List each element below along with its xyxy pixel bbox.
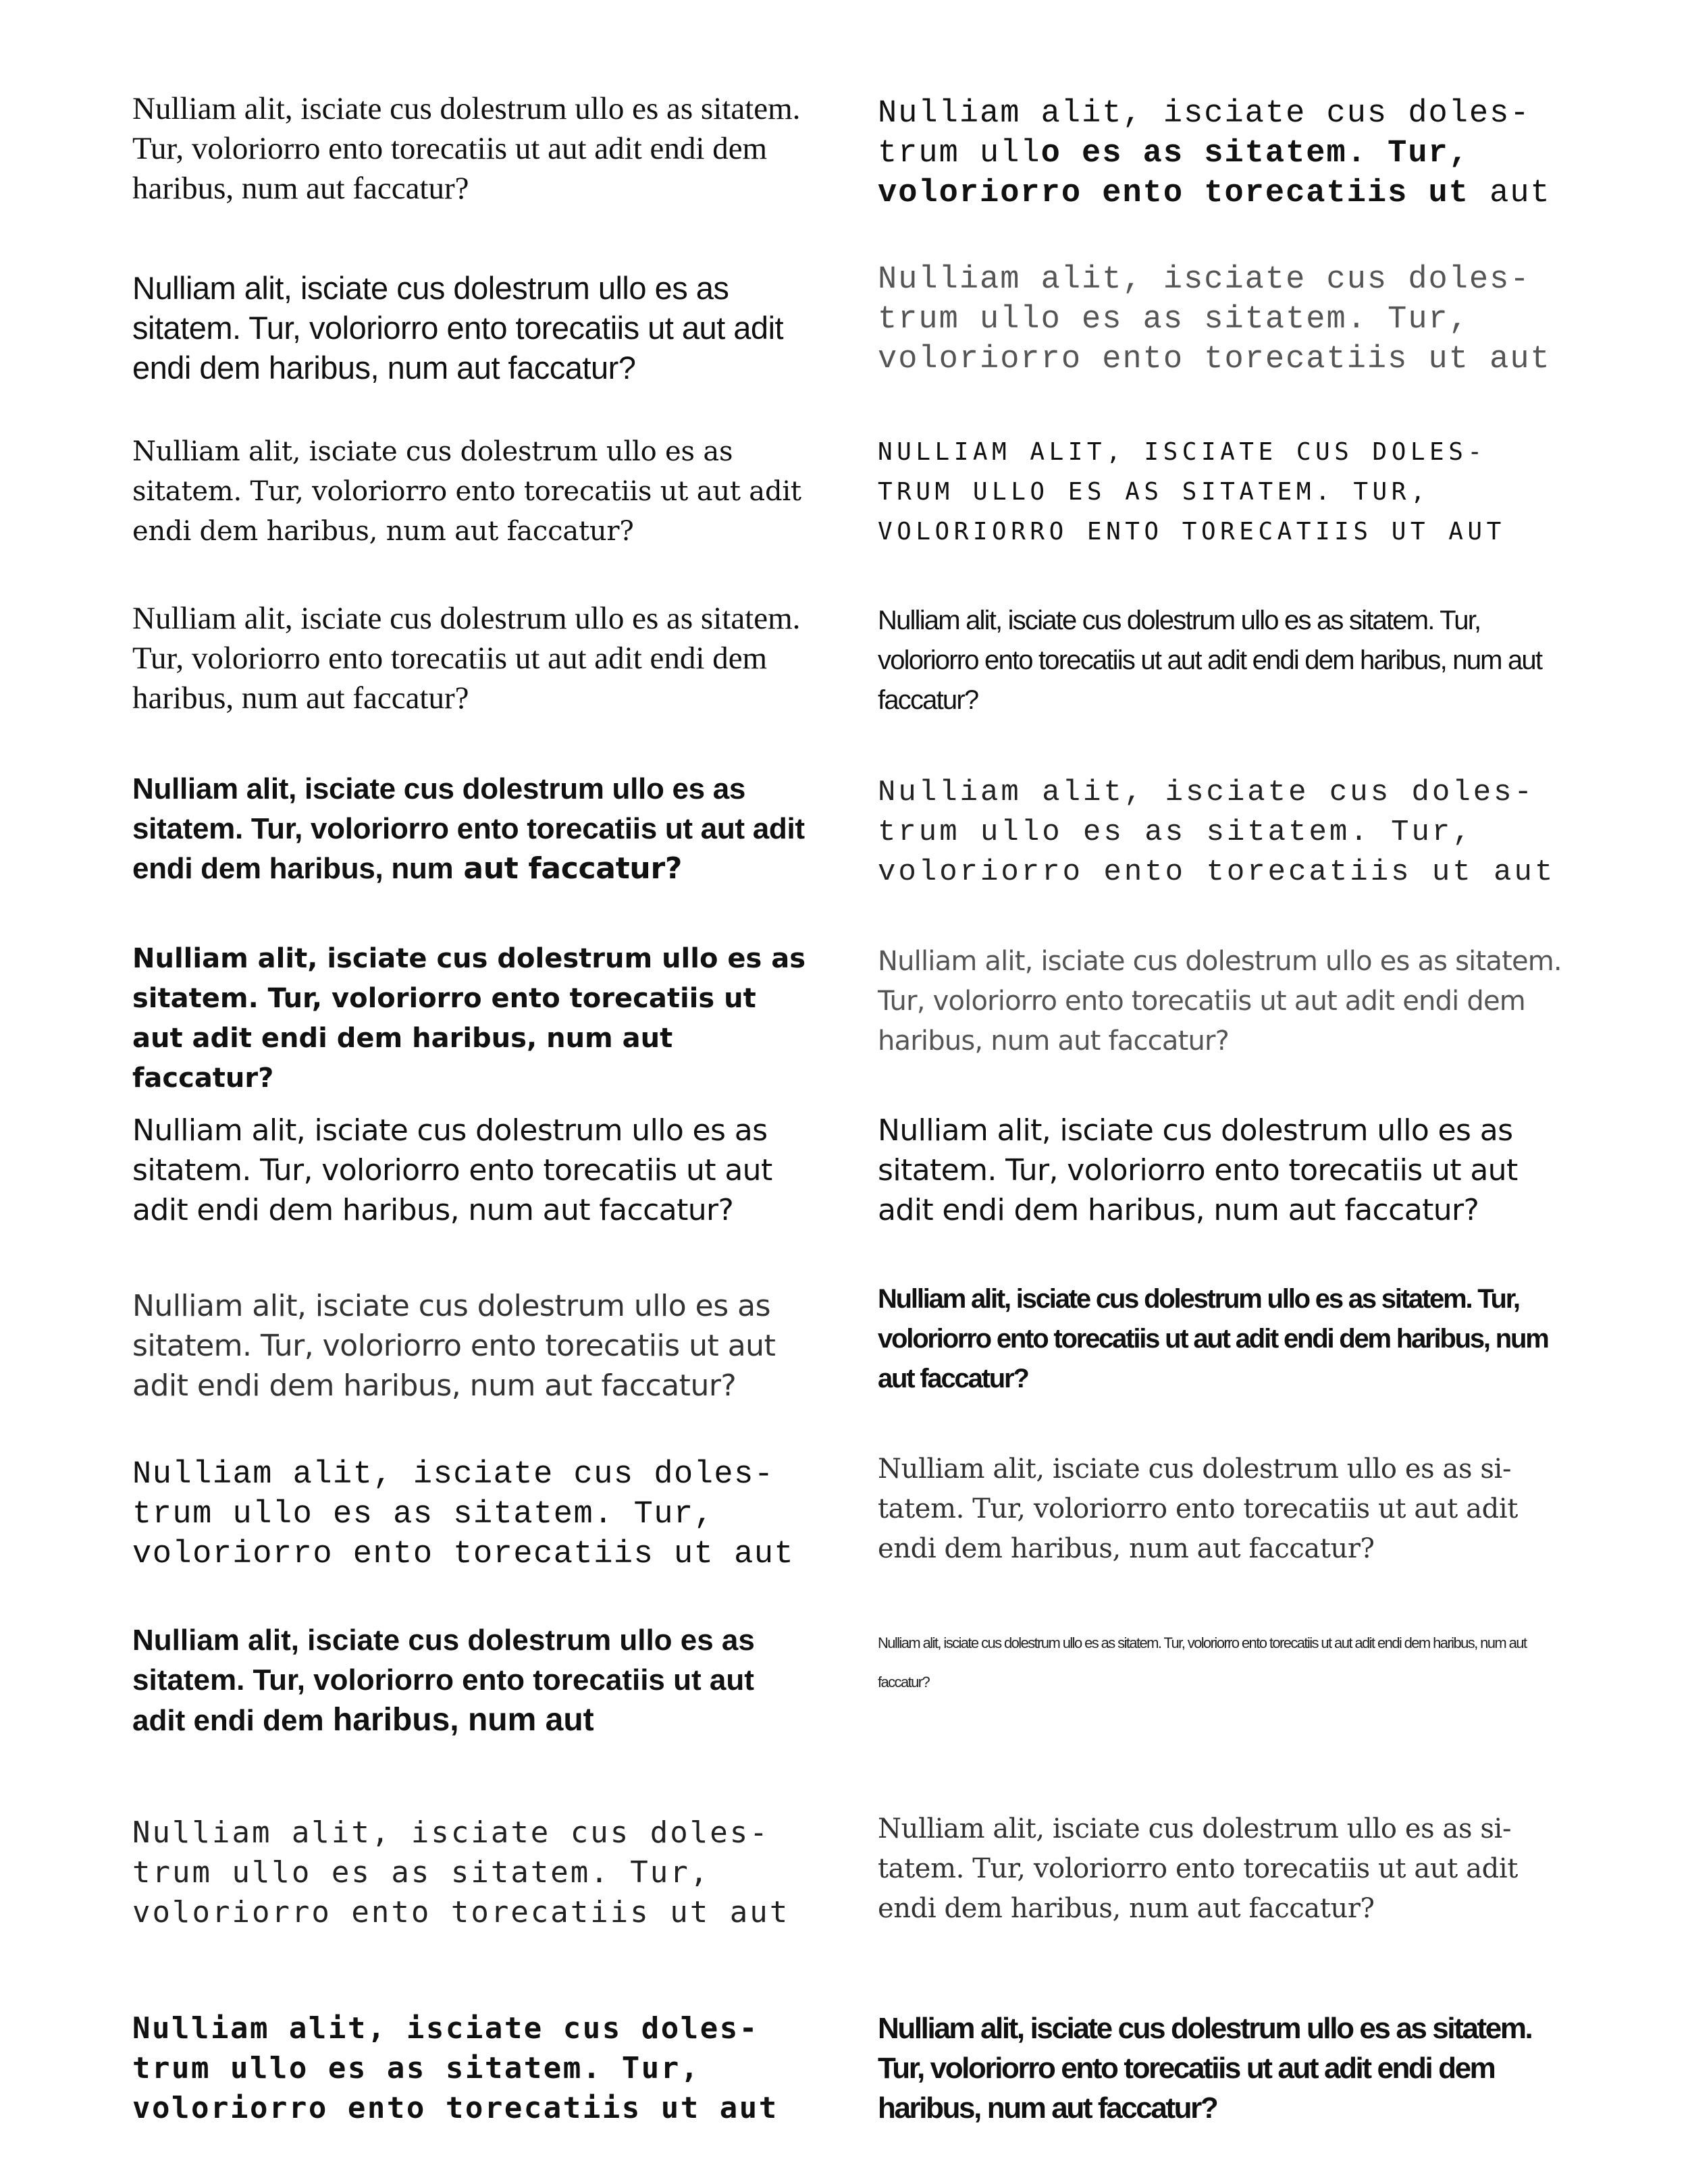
sample-text-bold: aut faccatur? xyxy=(453,851,683,886)
sample-text-bold: o es as sitatem. Tur, voloriorro ento torecatiis ut xyxy=(878,136,1469,211)
sample-text: Nulliam alit, isciate cus dolestrum ullo es as sitatem. Tur, voloriorro ento torecatiis ut aut adit endi dem haribus, num aut faccatur? xyxy=(132,601,801,716)
sample-text: Nulliam alit, isciate cus doles- trum ullo es as sitatem. Tur, voloriorro ento torecatiis ut aut xyxy=(132,2011,779,2125)
sample-text: Nulliam alit, isciate cus dolestrum ullo es as sitatem. Tur, voloriorro ento torecatiis ut aut adit endi dem haribus, num xyxy=(132,772,805,885)
sample-text: Nulliam alit, isciate cus doles- trum ullo es as sitatem. Tur, voloriorro ento torecatiis ut aut xyxy=(878,776,1556,889)
sample-text: Nulliam alit, isciate cus doles- trum ull xyxy=(878,96,1531,171)
sample-right-4 xyxy=(878,601,1566,720)
sample-text: Nulliam alit, isciate cus dolestrum ullo es as sitatem. Tur, voloriorro ento torecatiis ut aut adit endi dem haribus, num aut faccatur? xyxy=(878,2012,1532,2125)
sample-left-7 xyxy=(132,1111,814,1230)
sample-right-2 xyxy=(878,260,1566,379)
sample-text-tail: aut xyxy=(1469,176,1551,211)
sample-left-3 xyxy=(132,432,814,552)
sample-text: NULLIAM ALIT, ISCIATE CUS DOLES- TRUM ULLO ES AS SITATEM. TUR, VOLORIORRO ENTO TORECATIIS UT AUT xyxy=(878,438,1506,545)
sample-right-5 xyxy=(878,773,1566,893)
sample-text: Nulliam alit, isciate cus dolestrum ullo es as sitatem. Tur, voloriorro ento torecatiis ut aut adit endi dem haribus, num aut faccatur? xyxy=(878,1634,1527,1690)
sample-text: Nulliam alit, isciate cus dolestrum ullo es as sitatem. Tur, voloriorro ento torecatiis ut aut adit endi dem haribus, num aut faccatur? xyxy=(878,606,1542,715)
sample-right-1 xyxy=(878,94,1566,213)
sample-text-large: haribus, num aut xyxy=(323,1702,594,1738)
sample-left-5 xyxy=(132,769,814,888)
sample-right-3 xyxy=(878,432,1566,552)
sample-right-11 xyxy=(878,1809,1566,1929)
sample-text: Nulliam alit, isciate cus dolestrum ullo es as sitatem. Tur, voloriorro ento torecatiis ut aut adit endi dem haribus, num aut faccatur? xyxy=(878,946,1562,1057)
sample-right-9 xyxy=(878,1449,1566,1569)
sample-left-8 xyxy=(132,1286,814,1406)
sample-left-4 xyxy=(132,599,814,718)
sample-text: Nulliam alit, isciate cus dolestrum ullo es as sitatem. Tur, voloriorro ento torecatiis ut aut adit endi dem xyxy=(132,1624,755,1737)
sample-right-8 xyxy=(878,1279,1566,1399)
sample-text: Nulliam alit, isciate cus dolestrum ullo es as sitatem. Tur, voloriorro ento torecatiis ut aut adit endi dem haribus, num aut faccatur? xyxy=(132,943,806,1094)
sample-text: Nulliam alit, isciate cus dolestrum ullo es as sitatem. Tur, voloriorro ento torecatiis ut aut adit endi dem haribus, num aut faccatur? xyxy=(132,436,801,547)
sample-text: Nulliam alit, isciate cus dolestrum ullo es as sitatem. Tur, voloriorro ento torecatiis ut aut adit endi dem haribus, num aut faccatur? xyxy=(878,1113,1518,1227)
sample-right-12 xyxy=(878,2008,1566,2128)
sample-left-6 xyxy=(132,939,814,1098)
sample-text: Nulliam alit, isciate cus doles- trum ullo es as sitatem. Tur, voloriorro ento torecatiis ut aut xyxy=(132,1457,795,1572)
sample-text: Nulliam alit, isciate cus dolestrum ullo es as si- tatem. Tur, voloriorro ento torecatiis ut aut adit endi dem haribus, num aut faccatur? xyxy=(878,1813,1518,1924)
sample-text: Nulliam alit, isciate cus dolestrum ullo es as sitatem. Tur, voloriorro ento torecatiis ut aut adit endi dem haribus, num aut faccatur? xyxy=(878,1284,1548,1393)
sample-text: Nulliam alit, isciate cus doles- trum ullo es as sitatem. Tur, voloriorro ento torecatiis ut aut xyxy=(878,262,1551,377)
sample-left-2 xyxy=(132,268,814,388)
sample-text: Nulliam alit, isciate cus dolestrum ullo es as sitatem. Tur, voloriorro ento torecatiis ut aut adit endi dem haribus, num aut faccatur? xyxy=(132,270,784,385)
sample-text: Nulliam alit, isciate cus dolestrum ullo es as sitatem. Tur, voloriorro ento torecatiis ut aut adit endi dem haribus, num aut faccatur? xyxy=(132,1289,776,1403)
sample-left-12 xyxy=(132,2008,814,2128)
sample-text: Nulliam alit, isciate cus dolestrum ullo es as sitatem. Tur, voloriorro ento torecatiis ut aut adit endi dem haribus, num aut faccatur? xyxy=(132,1113,772,1227)
sample-left-10 xyxy=(132,1620,814,1740)
sample-left-11 xyxy=(132,1813,814,1932)
sample-text: Nulliam alit, isciate cus dolestrum ullo es as si- tatem. Tur, voloriorro ento torecatiis ut aut adit endi dem haribus, num aut faccatur? xyxy=(878,1454,1518,1564)
sample-right-6 xyxy=(878,942,1566,1061)
sample-text: Nulliam alit, isciate cus doles- trum ullo es as sitatem. Tur, voloriorro ento torecatiis ut aut xyxy=(132,1815,790,1929)
sample-left-1 xyxy=(132,89,814,209)
sample-left-9 xyxy=(132,1455,814,1574)
sample-right-10 xyxy=(878,1624,1566,1702)
sample-text: Nulliam alit, isciate cus dolestrum ullo es as sitatem. Tur, voloriorro ento torecatiis ut aut adit endi dem haribus, num aut faccatur? xyxy=(132,91,801,206)
sample-right-7 xyxy=(878,1111,1566,1230)
